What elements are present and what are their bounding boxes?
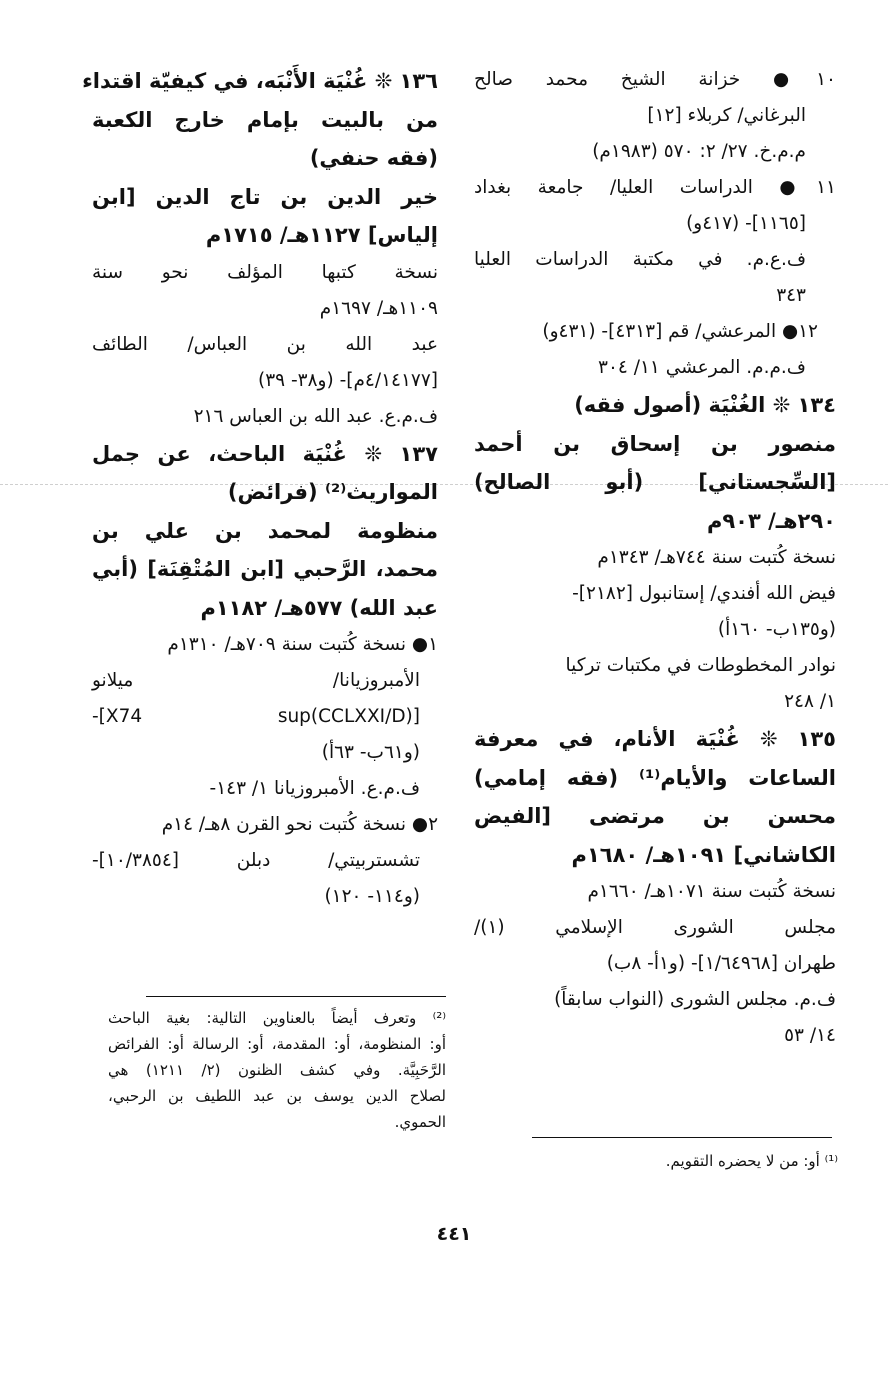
right-column-line: ف.م. مجلس الشورى (النواب سابقاً): [554, 989, 836, 1010]
left-column-line: خير الدين بن تاج الدين [ابن: [92, 184, 438, 209]
footnote-separator-left: [146, 996, 446, 997]
right-column-line: (و١٣٥ب- ١٦٠أ): [717, 619, 836, 640]
left-column-line: ٢● نسخة كُتبت نحو القرن ٨هـ/ ١٤م: [161, 814, 438, 835]
left-column-line: إلياس] ١١٢٧هـ/ ١٧١٥م: [205, 223, 438, 247]
right-column-line: ١٢● المرعشي/ قم [٤٣١٣]- (٤٣١و): [542, 321, 818, 342]
right-column-line: نسخة كُتبت سنة ٧٤٤هـ/ ١٣٤٣م: [597, 547, 836, 568]
right-column-line: ١٠● خزانة الشيخ محمد صالح: [474, 69, 836, 90]
page-number: ٤٤١: [436, 1223, 472, 1245]
footnote-left-line: الحموي.: [394, 1113, 446, 1131]
left-column-line: (فقه حنفي): [309, 146, 438, 170]
right-column-line: ف.م.م. المرعشي ١١/ ٣٠٤: [598, 357, 806, 378]
left-column-line: عبد الله) ٥٧٧هـ/ ١١٨٢م: [200, 595, 438, 620]
right-column-line: ٢٩٠هـ/ ٩٠٣م: [706, 508, 836, 533]
right-column-line: ١١● الدراسات العليا/ جامعة بغداد: [474, 177, 836, 198]
right-column-line: محسن بن مرتضى [الفيض: [474, 804, 836, 828]
left-column-line: ١● نسخة كُتبت سنة ٧٠٩هـ/ ١٣١٠م: [167, 634, 438, 655]
left-column-line: المواريث⁽²⁾ (فرائض): [227, 480, 438, 504]
left-column-line: ف.م.ع. الأمبروزيانا ١/ ١٤٣-: [209, 778, 420, 799]
right-column-line: الكاشاني] ١٠٩١هـ/ ١٦٨٠م: [571, 842, 836, 867]
footnote-left-line: ⁽²⁾ وتعرف أيضاً بالعناوين التالية: بغية الباحث: [108, 1009, 446, 1027]
left-column-line: تشستربيتي/ دبلن [١٠/٣٨٥٤]-: [92, 850, 420, 871]
right-column-line: البرغاني/ كربلاء [١٢]: [647, 105, 806, 126]
right-column-line: الساعات والأيام⁽¹⁾ (فقه إمامي): [474, 765, 836, 790]
right-column-line: ١٣٤ ❊ الغُنْيَة (أصول فقه): [574, 393, 836, 417]
footnote-left-line: لصلاح الدين يوسف بن عبد اللطيف بن الرحبي،: [108, 1087, 446, 1105]
left-column-line: (و٦١ب- ٦٣أ): [321, 742, 420, 763]
right-column-line: نوادر المخطوطات في مكتبات تركيا: [565, 655, 836, 676]
right-column-line: ٣٤٣: [776, 285, 806, 306]
footnote-left: [108, 1005, 446, 1135]
left-column-line: محمد، الرَّحبي [ابن المُتْقِنَة] (أبي: [92, 557, 438, 581]
right-column-line: م.م.خ. ٢٧/ ٢: ٥٧٠ (١٩٨٣م): [592, 141, 806, 162]
right-column-line: ١/ ٢٤٨: [784, 691, 836, 712]
left-column-line: ١٣٦ ❊ غُنْيَة الأَنْبَه، في كيفيّة اقتداء: [82, 69, 438, 93]
left-column-line: [٤/١٤١٧٧م]- (و٣٨- ٣٩): [258, 369, 438, 391]
footnote-right: [532, 1148, 838, 1174]
right-column-line: مجلس الشورى الإسلامي (١)/: [474, 917, 836, 938]
left-column: [82, 62, 438, 915]
left-column-line: منظومة لمحمد بن علي بن: [92, 518, 438, 543]
right-column-line: منصور بن إسحاق بن أحمد: [474, 431, 836, 456]
right-column-line: نسخة كُتبت سنة ١٠٧١هـ/ ١٦٦٠م: [587, 881, 836, 902]
right-column: [474, 62, 836, 1054]
left-column-line: ١١٠٩هـ/ ١٦٩٧م: [319, 297, 438, 319]
right-column-line: ١٣٥ ❊ غُنْيَة الأنام، في معرفة: [474, 727, 836, 751]
footnote-left-line: أو: المنظومة، أو: المقدمة، أو: الرسالة أو: الفرائض: [108, 1035, 446, 1053]
right-column-line: [السِّجستاني] (أبو الصالح): [474, 470, 836, 494]
left-column-line: نسخة كتبها المؤلف نحو سنة: [92, 261, 438, 283]
left-column-line: ف.م.ع. عبد الله بن العباس ٢١٦: [193, 405, 438, 427]
right-column-line: طهران [١/٦٤٩٦٨]- (و١أ- ٨ب): [606, 953, 836, 974]
footnote-left-line: الرَّحَبِيَّة. وفي كشف الظنون (٢/ ١٢١١) هي: [108, 1061, 446, 1079]
right-column-line: ف.ع.م. في مكتبة الدراسات العليا: [474, 249, 806, 270]
right-column-line: فيض الله أفندي/ إستانبول [٢١٨٢]-: [572, 583, 836, 604]
left-column-line: [X74 sup(CCLXXI/D)]-: [92, 706, 420, 727]
left-column-line: من بالبيت بإمام خارج الكعبة: [92, 107, 438, 132]
footnote-right-line: ⁽¹⁾ أو: من لا يحضره التقويم.: [665, 1152, 838, 1170]
left-column-line: الأمبروزيانا/ ميلانو: [92, 670, 420, 691]
left-column-line: (و١١٤- ١٢٠): [324, 886, 420, 907]
left-column-line: ١٣٧ ❊ غُنْيَة الباحث، عن جمل: [92, 441, 438, 466]
left-column-line: عبد الله بن العباس/ الطائف: [92, 333, 438, 355]
right-column-line: [١١٦٥]- (٤١٧و): [686, 213, 806, 234]
footnote-separator-right: [532, 1137, 832, 1138]
right-column-line: ١٤/ ٥٣: [784, 1025, 836, 1046]
